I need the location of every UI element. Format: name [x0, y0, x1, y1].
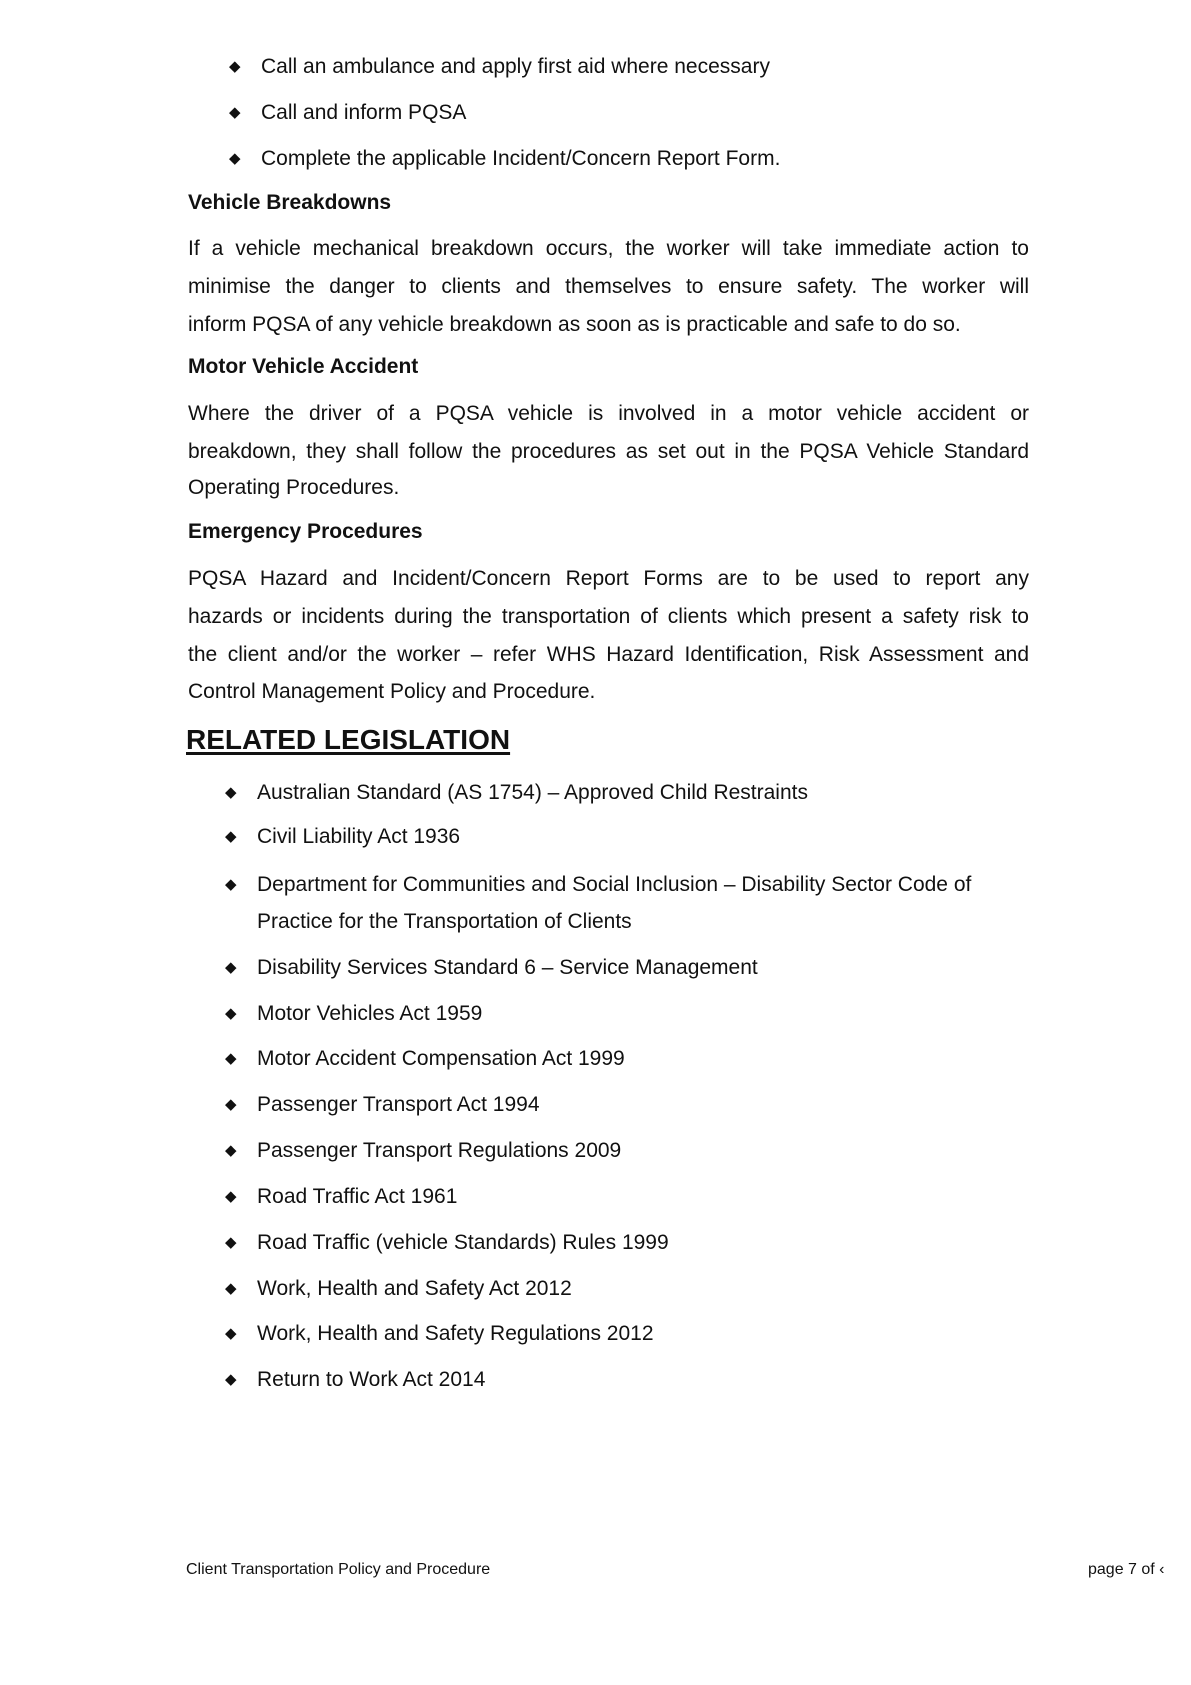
legislation-item: Disability Services Standard 6 – Service Management: [257, 956, 758, 979]
legislation-item: Return to Work Act 2014: [257, 1368, 486, 1391]
bullet-diamond-icon: ◆: [225, 876, 237, 893]
bullet-diamond-icon: ◆: [225, 1234, 237, 1251]
list-item: Complete the applicable Incident/Concern Report Form.: [261, 147, 781, 170]
legislation-item: Motor Accident Compensation Act 1999: [257, 1047, 625, 1070]
paragraph-line: breakdown, they shall follow the procedures as set out in the PQSA Vehicle Standard: [188, 440, 1029, 463]
bullet-diamond-icon: ◆: [229, 104, 241, 121]
legislation-item: Practice for the Transportation of Clients: [257, 910, 632, 933]
paragraph-line: Operating Procedures.: [188, 476, 400, 499]
paragraph-line: minimise the danger to clients and themselves to ensure safety. The worker will: [188, 275, 1029, 298]
legislation-item: Road Traffic (vehicle Standards) Rules 1999: [257, 1231, 669, 1254]
bullet-diamond-icon: ◆: [229, 150, 241, 167]
paragraph-line: If a vehicle mechanical breakdown occurs, the worker will take immediate action to: [188, 237, 1029, 260]
section-heading: Vehicle Breakdowns: [188, 191, 392, 214]
footer-page-number: page 7 of ‹: [1088, 1561, 1165, 1578]
bullet-diamond-icon: ◆: [225, 1050, 237, 1067]
bullet-diamond-icon: ◆: [229, 58, 241, 75]
bullet-diamond-icon: ◆: [225, 1096, 237, 1113]
bullet-diamond-icon: ◆: [225, 1280, 237, 1297]
paragraph-line: hazards or incidents during the transportation of clients which present a safety risk to: [188, 605, 1029, 628]
legislation-item: Civil Liability Act 1936: [257, 825, 461, 848]
bullet-diamond-icon: ◆: [225, 1371, 237, 1388]
paragraph-line: Control Management Policy and Procedure.: [188, 680, 596, 703]
list-item: Call and inform PQSA: [261, 101, 467, 124]
paragraph-line: Where the driver of a PQSA vehicle is involved in a motor vehicle accident or: [188, 402, 1029, 425]
bullet-diamond-icon: ◆: [225, 784, 237, 801]
legislation-item: Passenger Transport Act 1994: [257, 1093, 540, 1116]
bullet-diamond-icon: ◆: [225, 1188, 237, 1205]
footer-title: Client Transportation Policy and Procedure: [186, 1561, 491, 1578]
paragraph-line: PQSA Hazard and Incident/Concern Report Forms are to be used to report any: [188, 567, 1029, 590]
bullet-diamond-icon: ◆: [225, 1325, 237, 1342]
paragraph-line: the client and/or the worker – refer WHS Hazard Identification, Risk Assessment and: [188, 643, 1029, 666]
legislation-item: Department for Communities and Social Inclusion – Disability Sector Code of: [257, 873, 972, 896]
bullet-diamond-icon: ◆: [225, 1005, 237, 1022]
legislation-item: Australian Standard (AS 1754) – Approved Child Restraints: [257, 781, 808, 804]
section-heading: Emergency Procedures: [188, 520, 423, 543]
legislation-item: Passenger Transport Regulations 2009: [257, 1139, 622, 1162]
legislation-item: Work, Health and Safety Regulations 2012: [257, 1322, 654, 1345]
list-item: Call an ambulance and apply first aid where necessary: [261, 55, 770, 78]
legislation-item: Motor Vehicles Act 1959: [257, 1002, 483, 1025]
bullet-diamond-icon: ◆: [225, 959, 237, 976]
section-heading: Motor Vehicle Accident: [188, 355, 419, 378]
legislation-item: Work, Health and Safety Act 2012: [257, 1277, 572, 1300]
bullet-diamond-icon: ◆: [225, 828, 237, 845]
bullet-diamond-icon: ◆: [225, 1142, 237, 1159]
legislation-item: Road Traffic Act 1961: [257, 1185, 458, 1208]
related-legislation-heading: RELATED LEGISLATION: [186, 724, 511, 755]
paragraph-line: inform PQSA of any vehicle breakdown as soon as is practicable and safe to do so.: [188, 313, 961, 336]
